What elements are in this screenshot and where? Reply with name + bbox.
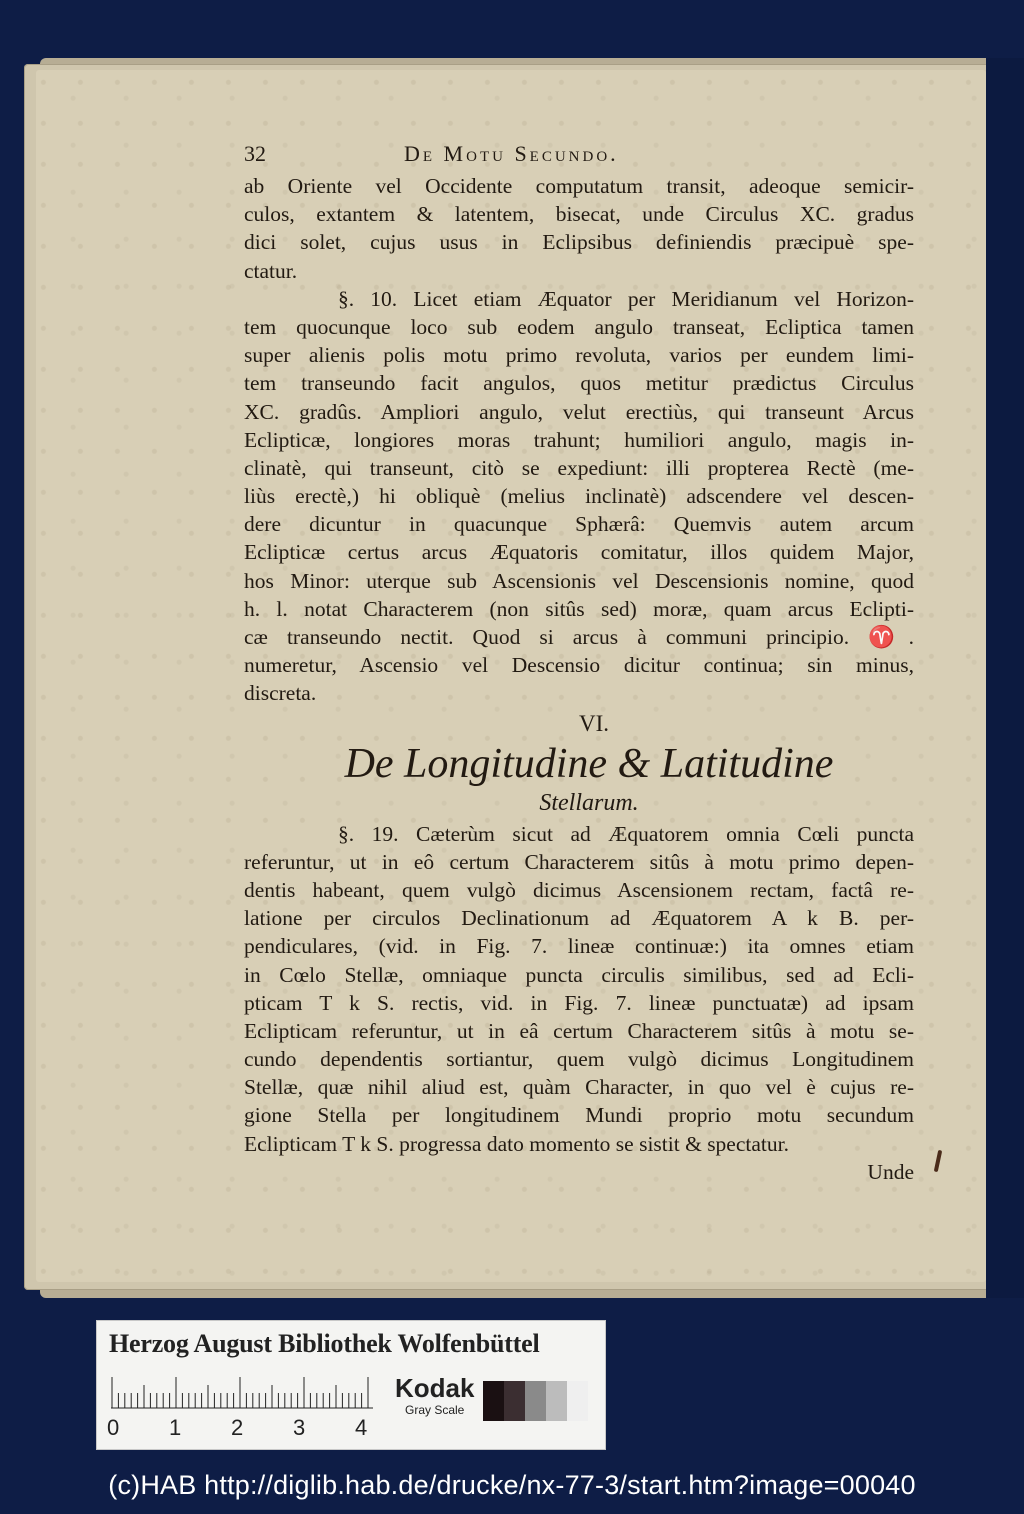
section-subtitle: Stellarum. bbox=[539, 789, 639, 816]
text-line: dici solet, cujus usus in Eclipsibus definiendis præcipuè spe- bbox=[244, 230, 914, 255]
text-line: hos Minor: uterque sub Ascensionis vel Descensionis nomine, quod bbox=[244, 568, 914, 593]
ruler-label: 1 bbox=[169, 1415, 182, 1440]
paragraph-continuation bbox=[244, 172, 914, 285]
kodak-logo: Kodak bbox=[395, 1373, 475, 1403]
text-line: pticam T k S. rectis, vid. in Fig. 7. lineæ punctuatæ) ad ipsam bbox=[244, 990, 914, 1015]
paragraph-10 bbox=[244, 285, 914, 708]
text-line: numeretur, Ascensio vel Descensio dicitur continua; sin minus, bbox=[244, 653, 914, 678]
text-line: Eclipticam T k S. progressa dato momento se sistit & spectatur. bbox=[244, 1131, 789, 1156]
gray-swatch bbox=[504, 1381, 525, 1421]
gray-scale-label: Gray Scale bbox=[405, 1403, 465, 1417]
text-line: cæ transeundo nectit. Quod si arcus à communi principio. ♈. bbox=[244, 625, 914, 649]
ruler-label: 0 bbox=[107, 1415, 120, 1440]
card-title: Herzog August Bibliothek Wolfenbüttel bbox=[109, 1329, 540, 1358]
section-title: De Longitudine & Latitudine bbox=[344, 740, 834, 787]
section-number: VI. bbox=[578, 710, 610, 736]
ruler-label: 2 bbox=[231, 1415, 244, 1440]
page-header bbox=[244, 140, 914, 176]
text-line: dere dicuntur in quacunque Sphærâ: Quemvis autem arcum bbox=[244, 512, 914, 537]
text-line: pendiculares, (vid. in Fig. 7. lineæ continuæ:) ita omnes etiam bbox=[244, 934, 914, 959]
text-line: Eclipticæ, longiores moras trahunt; humiliori angulo, magis in- bbox=[244, 427, 914, 452]
ruler-label: 4 bbox=[355, 1415, 368, 1440]
text-line: tem quocunque loco sub eodem angulo transeat, Ecliptica tamen bbox=[244, 314, 914, 339]
text-line: h. l. notat Characterem (non sitûs sed) moræ, quam arcus Eclipti- bbox=[244, 596, 914, 621]
page-text bbox=[244, 140, 914, 1186]
gray-swatch bbox=[483, 1381, 504, 1421]
text-line: latione per circulos Declinationum ad Æquatorem A k B. per- bbox=[244, 906, 914, 931]
text-line: XC. gradûs. Ampliori angulo, velut erectiùs, qui transeunt Arcus bbox=[244, 399, 914, 424]
text-line: tem transeundo facit angulos, quos metitur prædictus Circulus bbox=[244, 371, 914, 396]
book-spine bbox=[986, 58, 1024, 1298]
text-line: Eclipticæ certus arcus Æquatoris comitatur, illos quidem Major, bbox=[244, 540, 914, 565]
running-head: De Motu Secundo. bbox=[404, 141, 619, 166]
source-footer: (c)HAB http://diglib.hab.de/drucke/nx-77-3/start.htm?image=00040 bbox=[108, 1470, 916, 1500]
text-line: clinatè, qui transeunt, citò se expediunt: illi propterea Rectè (me- bbox=[244, 455, 914, 480]
color-calibration-card bbox=[96, 1320, 606, 1450]
paragraph-19 bbox=[244, 820, 914, 1158]
text-line: cundo dependentis sortiantur, quem vulgò dicimus Longitudinem bbox=[244, 1047, 914, 1072]
text-line: super alienis polis motu primo revoluta, varios per eundem limi- bbox=[244, 343, 914, 368]
text-line: ab Oriente vel Occidente computatum transit, adeoque semicir- bbox=[244, 174, 914, 198]
text-line: dentis habeant, quem vulgò dicimus Ascensionem rectam, factâ re- bbox=[244, 877, 914, 902]
gray-swatch bbox=[525, 1381, 546, 1421]
text-line: gione Stella per longitudinem Mundi proprio motu secundum bbox=[244, 1103, 914, 1128]
gray-swatch bbox=[567, 1381, 588, 1421]
ruler-scale bbox=[111, 1377, 373, 1409]
gray-swatch bbox=[546, 1381, 567, 1421]
text-line: referuntur, ut in eô certum Characterem sitûs à motu primo depen- bbox=[244, 849, 914, 874]
text-line: §. 19. Cæterùm sicut ad Æquatorem omnia Cœli puncta bbox=[338, 821, 914, 846]
text-line: Eclipticam referuntur, ut in eâ certum Characterem sitûs à motu se- bbox=[244, 1018, 914, 1043]
page-number: 32 bbox=[244, 141, 266, 166]
text-line: discreta. bbox=[244, 681, 317, 706]
text-line: liùs erectè,) hi obliquè (melius inclinatè) adscendere vel descen- bbox=[244, 484, 914, 509]
text-line: in Cœlo Stellæ, omniaque puncta circulis similibus, sed ad Ecli- bbox=[244, 962, 914, 987]
text-line: culos, extantem & latentem, bisecat, unde Circulus XC. gradus bbox=[244, 202, 914, 227]
ruler-label: 3 bbox=[293, 1415, 306, 1440]
text-line: ctatur. bbox=[244, 258, 298, 283]
text-line: Stellæ, quæ nihil aliud est, quàm Character, in quo vel è cujus re- bbox=[244, 1075, 914, 1100]
catchword: Unde bbox=[867, 1159, 914, 1184]
text-line: §. 10. Licet etiam Æquator per Meridianum vel Horizon- bbox=[338, 286, 914, 311]
